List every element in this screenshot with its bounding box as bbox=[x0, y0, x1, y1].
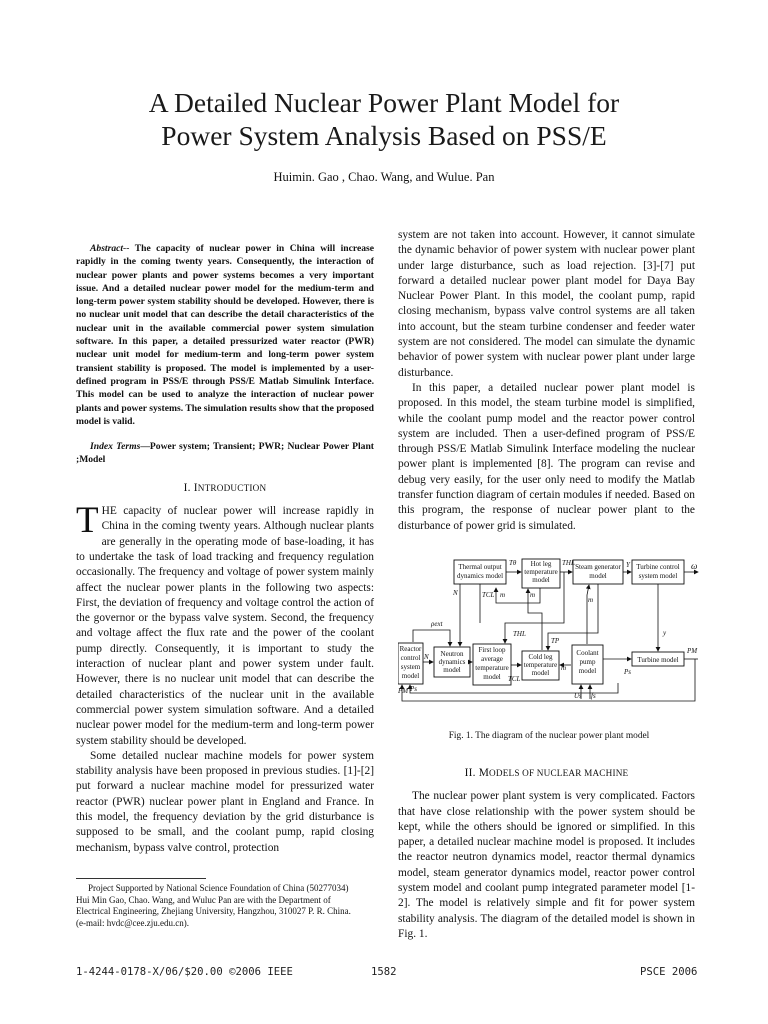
label-neutron-1: Neutron bbox=[440, 650, 464, 658]
paper-title bbox=[70, 86, 698, 152]
signal-p-s: Ps bbox=[624, 668, 631, 676]
right-paragraph-1: system are not taken into account. However, it cannot simulate the dynamic behavior of power system with nuclear power plant under large disturbance, such as load rejection. [3]-[7] put forward a detailed nuclear power plant model for Daya Bay Nuclear Power Plant. In this model, the coolant pump, rapid closing mechanism, bypass valve control systems are all taken into account, but the steam turbine condenser and feeder water system are not considered. The model can simulate the dynamic behavior of power system with nuclear power plant under large disturbance. bbox=[398, 229, 695, 379]
label-first-loop-3: temperature bbox=[475, 664, 509, 672]
signal-y-top: Y bbox=[626, 561, 630, 569]
footnote-line-1: Project Supported by National Science Foundation of China (50277034) bbox=[88, 883, 349, 893]
signal-rho-ext: ρext bbox=[431, 620, 443, 628]
signal-m-c-2: m bbox=[530, 591, 536, 599]
signal-u-s: Us bbox=[574, 692, 582, 700]
footnote-rule bbox=[76, 878, 206, 879]
intro-paragraph-2: Some detailed nuclear machine models for power system stability analysis have been proposed in previous studies. [1]-[2] put forward a nuclear machine model for pressurized water reactor (PWR) nuclear power plant in England and France. In this model, the frequency deviation by the grid disturbance is supposed to be small, and the coolant pump, rapid closing mechanism, bypass valve control, protection bbox=[76, 749, 374, 854]
label-steam-gen-1: Steam generator bbox=[575, 563, 621, 571]
signal-f-s: fs bbox=[591, 692, 596, 700]
label-neutron-3: model bbox=[443, 666, 461, 674]
signal-p-s-bot: Ps bbox=[410, 685, 417, 693]
footnote-line-2: Hui Min Gao, Chao. Wang, and Wuluc Pan are with the Department of bbox=[76, 894, 331, 905]
abstract bbox=[76, 242, 374, 428]
footer-isbn: 1-4244-0178-X/06/$20.00 ©2006 IEEE bbox=[76, 966, 293, 978]
label-coolant-pump-3: model bbox=[578, 667, 597, 675]
footer-page-number: 1582 bbox=[371, 966, 397, 978]
block-diagram-svg bbox=[398, 553, 702, 731]
abstract-text: The capacity of nuclear power in China will increase rapidly in the coming twenty years. Consequently, the interaction of nuclear power plants and power systems becomes a very important issue. And a detailed nuclear power model for the medium-term and long-term power system stability should be developed. However, there is no nuclear unit model that can describe the detail characteristics of the nuclear unit in the available commercial power system simulation software. In this paper, a detailed pressurized water reactor (PWR) nuclear unit model for medium-term and long-term power system transient stability is proposed. The model is implemented by a user-defined program in PSS/E through PSS/E Matlab Simulink Interface. This model can be used to analyze the interaction of nuclear power plants and power systems. The simulation results show that the proposed model is valid. bbox=[76, 243, 374, 427]
signal-t-hl-top: THL bbox=[562, 559, 575, 567]
footer-conference: PSCE 2006 bbox=[640, 966, 698, 978]
index-terms bbox=[76, 440, 374, 467]
label-coolant-pump-2: pump bbox=[579, 658, 596, 666]
right-paragraph-2: In this paper, a detailed nuclear power plant model is proposed. In this model, the steam turbine model is simplified, while the coolant pump model and the reactor power control system are included. Then a user-defined program of PSS/E through PSS/E Matlab Simulink Interface modeling the nuclear power plant is implemented [8]. The program can revise and debug very easily, for the user only need to modify the Matlab transfer function diagram of certain modules if needed. Based on this program, the response of nuclear power plant to the disturbance of power grid is simulated. bbox=[398, 381, 695, 532]
label-hot-leg-1: Hot leg bbox=[530, 560, 552, 568]
label-reactor-control-3: system bbox=[400, 663, 421, 671]
label-first-loop-4: model bbox=[483, 673, 501, 681]
intro-paragraph-1: THE capacity of nuclear power will increase rapidly in China in the coming twenty years. Although nuclear plants are generally in the operating mode of base-loading, it has to undertake the task of load tracking and frequency regulation occasionally. The frequency and voltage of power system mainly affect the nuclear power plants in the following two aspects: First, the deviation of frequency and voltage control the action of the governor or the bypass valve system. Second, the frequency and voltage affect the flux rate and the power of the coolant pump directly. Consequently, it is important to study the interaction of nuclear plant and power system under fault. However, there is no nuclear unit model that can describe the detailed characteristics of the nuclear unit in the available commercial power system simulation software. And a detailed nuclear power model for the medium-term and long-term power system stability should be developed. bbox=[76, 500, 374, 747]
label-coolant-pump-1: Coolant bbox=[576, 649, 599, 657]
label-steam-gen-2: model bbox=[589, 572, 607, 580]
footnote-line-4: (e-mail: hvdc@cee.zju.edu.cn). bbox=[76, 917, 189, 928]
left-column bbox=[76, 242, 374, 856]
signal-m-c-4: m bbox=[561, 664, 567, 672]
signal-p-m-bot: PM bbox=[398, 687, 409, 695]
label-neutron-2: dynamics bbox=[438, 658, 466, 666]
label-hot-leg-3: model bbox=[532, 576, 550, 584]
abstract-label: Abstract-- bbox=[90, 243, 130, 254]
label-hot-leg-2: temperature bbox=[524, 568, 558, 576]
signal-m-c-1: m bbox=[500, 591, 506, 599]
signal-m-c-3: m bbox=[588, 596, 594, 604]
label-first-loop-1: First loop bbox=[478, 646, 506, 654]
signal-t-p: TP bbox=[551, 637, 560, 645]
footnote bbox=[76, 883, 376, 929]
label-first-loop-2: average bbox=[481, 655, 503, 663]
section-2-paragraph: The nuclear power plant system is very complicated. Factors that have close relationship with the power system should be kept, while the others should be ignored or simplified. In this paper, a detailed nuclear machine model is proposed. It includes the reactor neutron dynamics model, reactor thermal dynamics model, steam generator dynamics model, reactor power control system model and coolant pump integrated parameter model [1-2]. The model is relatively simple and fit for power system stability analysis. The diagram of the detailed model is shown in Fig. 1. bbox=[398, 790, 695, 940]
signal-n-left: N bbox=[453, 589, 458, 597]
label-reactor-control-2: control bbox=[400, 654, 421, 662]
signal-t-cl: TCL bbox=[482, 591, 495, 599]
label-turbine-control-2: system model bbox=[638, 572, 678, 580]
index-terms-text: —Power system; Transient; PWR; Nuclear Power Plant ;Model bbox=[76, 441, 374, 466]
label-cold-leg-2: temperature bbox=[523, 661, 558, 669]
author-list: Huimin. Gao , Chao. Wang, and Wulue. Pan bbox=[273, 170, 495, 184]
signal-omega: ω bbox=[691, 561, 698, 571]
drop-cap: T bbox=[76, 500, 99, 542]
title-line-2: Power System Analysis Based on PSS/E bbox=[161, 120, 607, 151]
footnote-line-3: Electrical Engineering, Zhejiang University, Hangzhou, 310027 P. R. China. bbox=[76, 906, 351, 916]
label-cold-leg-1: Cold leg bbox=[528, 653, 553, 661]
label-reactor-control-4: model bbox=[401, 672, 420, 680]
section-2-block bbox=[398, 766, 695, 942]
label-reactor-control-1: Reactor bbox=[399, 645, 422, 653]
signal-n-mid: N bbox=[424, 653, 429, 661]
label-thermal-output-1: Thermal output bbox=[458, 563, 502, 571]
signal-p-m: PM bbox=[687, 647, 698, 655]
index-terms-label: Index Terms bbox=[90, 441, 141, 453]
label-turbine-control-1: Turbine control bbox=[636, 563, 680, 571]
signal-y-mid: y bbox=[663, 629, 667, 637]
signal-t-cl-bot: TCL bbox=[508, 675, 521, 683]
right-column bbox=[398, 228, 695, 534]
label-thermal-output-2: dynamics model bbox=[456, 572, 504, 580]
section-heading-models: II. MODELS OF NUCLEAR MACHINE bbox=[464, 767, 629, 779]
label-cold-leg-3: model bbox=[531, 669, 550, 677]
signal-t-hl-mid: THL bbox=[513, 630, 526, 638]
section-heading-introduction: I. INTRODUCTION bbox=[183, 481, 267, 494]
signal-t-theta: Tθ bbox=[509, 559, 517, 567]
figure-caption: Fig. 1. The diagram of the nuclear power plant model bbox=[448, 731, 650, 741]
label-turbine: Turbine model bbox=[637, 656, 679, 664]
title-line-1: A Detailed Nuclear Power Plant Model for bbox=[148, 87, 620, 118]
